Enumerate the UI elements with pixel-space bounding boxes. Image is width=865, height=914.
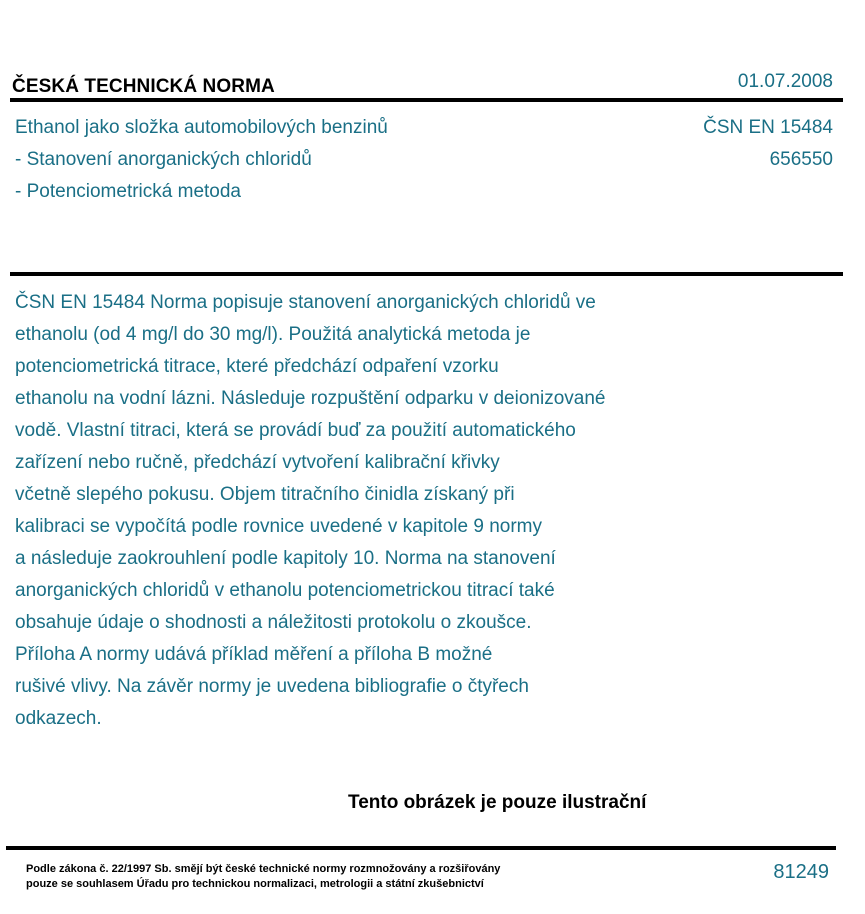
classification-code: 656550 [769,149,833,170]
abstract-line: ČSN EN 15484 Norma popisuje stanovení anorganických chloridů ve [15,292,596,313]
standard-abstract [15,287,715,735]
abstract-line: vodě. Vlastní titraci, která se provádí buď za použití automatického [15,420,576,441]
standard-title-line-1: Ethanol jako složka automobilových benzinů [15,117,388,138]
illustration-note: Tento obrázek je pouze ilustrační [348,792,647,813]
standard-title-line-2: - Stanovení anorganických chloridů [15,149,312,170]
abstract-line: ethanolu (od 4 mg/l do 30 mg/l). Použitá analytická metoda je [15,324,531,345]
copyright-notice [26,862,500,892]
abstract-line: potenciometrická titrace, které předchází odpaření vzorku [15,356,499,377]
abstract-line: odkazech. [15,708,102,729]
catalog-number: 81249 [773,861,829,883]
abstract-line: zařízení nebo ručně, předchází vytvoření kalibrační křivky [15,452,500,473]
section-divider [10,272,843,276]
publication-date: 01.07.2008 [737,71,833,92]
abstract-line: kalibraci se vypočítá podle rovnice uvedené v kapitole 9 normy [15,516,543,537]
abstract-line: obsahuje údaje o shodnosti a náležitosti protokolu o zkoušce. [15,612,532,633]
header-divider [10,98,843,102]
abstract-line: a následuje zaokrouhlení podle kapitoly 10. Norma na stanovení [15,548,556,569]
standard-designation: ČSN EN 15484 [703,117,833,138]
abstract-line: ethanolu na vodní lázni. Následuje rozpuštění odparku v deionizované [15,388,606,409]
abstract-line: rušivé vlivy. Na závěr normy je uvedena bibliografie o čtyřech [15,676,529,697]
copyright-line-2: pouze se souhlasem Úřadu pro technickou normalizaci, metrologii a státní zkušebnictví [26,878,484,890]
abstract-line: anorganických chloridů v ethanolu potenciometrickou titrací také [15,580,555,601]
abstract-line: včetně slepého pokusu. Objem titračního činidla získaný při [15,484,515,505]
copyright-line-1: Podle zákona č. 22/1997 Sb. smějí být české technické normy rozmnožovány a rozšiřovány [26,863,501,875]
standard-title-line-3: - Potenciometrická metoda [15,181,241,202]
footer-divider [6,846,836,850]
document-title: ČESKÁ TECHNICKÁ NORMA [12,76,275,97]
abstract-line: Příloha A normy udává příklad měření a příloha B možné [15,644,493,665]
